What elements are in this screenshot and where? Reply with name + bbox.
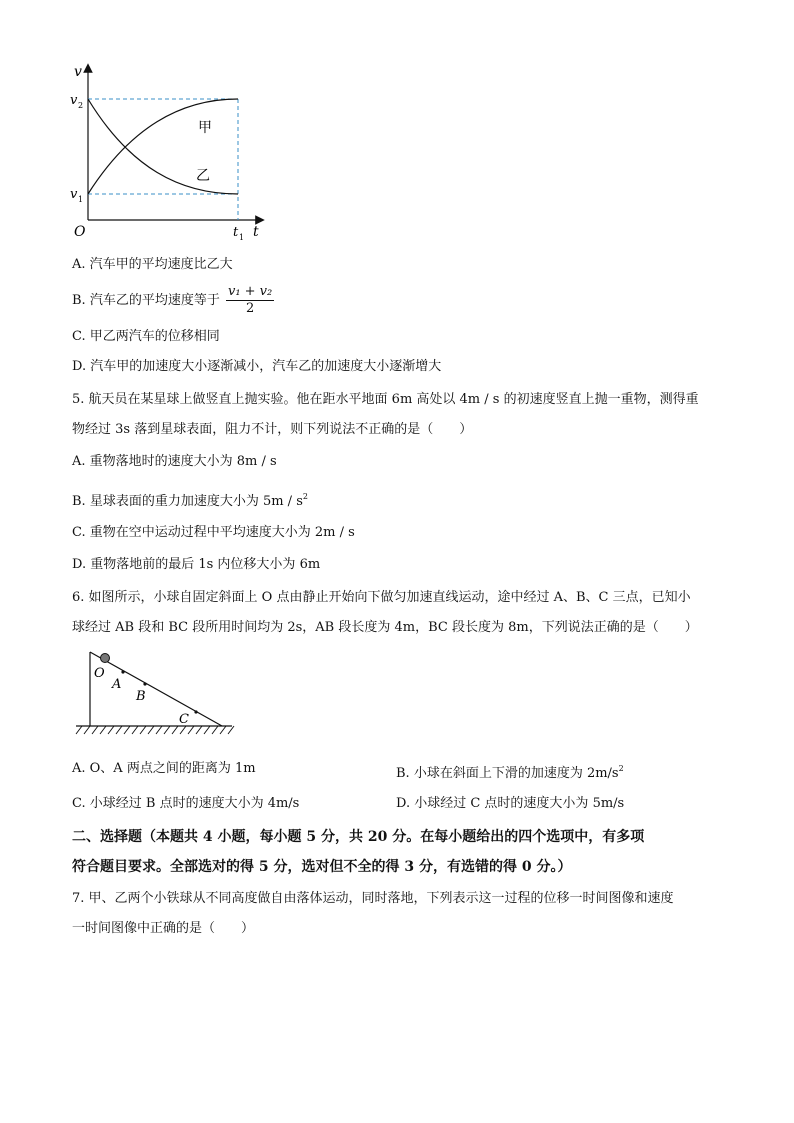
incline-surface [90,652,222,726]
q4-option-a: A. 汽车甲的平均速度比乙大 [72,257,233,272]
v2-sub: 2 [78,101,84,110]
q6-option-a: A. O、A 两点之间的距离为 1m [72,761,256,776]
origin-label: O [74,224,86,240]
q4-option-b [72,284,274,317]
average-velocity-fraction [226,284,274,317]
q5-option-a: A. 重物落地时的速度大小为 8m / s [72,454,277,469]
label-c: C [179,712,189,727]
curve-yi [88,99,238,194]
q5-stem-line2: 物经过 3s 落到星球表面，阻力不计，则下列说法不正确的是（ ） [72,422,473,437]
q6-stem-line2: 球经过 AB 段和 BC 段所用时间均为 2s，AB 段长度为 4m，BC 段长度为 8m，下列说法正确的是（ ） [72,620,698,635]
q4-option-d: D. 汽车甲的加速度大小逐渐减小，汽车乙的加速度大小逐渐增大 [72,359,442,374]
section-heading-line1: 二、选择题（本题共 4 小题，每小题 5 分，共 20 分。在每小题给出的四个选项中，有多项 [72,829,645,845]
incline-diagram [72,648,242,740]
point-c [194,710,197,713]
q4-option-b-text: B. 汽车乙的平均速度等于 [72,293,220,308]
v-axis-label: v [74,64,82,80]
v1-label: v [70,187,78,202]
label-b: B [136,689,146,704]
curve-yi-label: 乙 [196,168,210,184]
q7-stem-line1: 7. 甲、乙两个小铁球从不同高度做自由落体运动，同时落地，下列表示这一过程的位移一时间图像和速度 [72,891,674,906]
ball [101,654,110,663]
q6-option-b [396,760,624,783]
q6-option-b-text: B. 小球在斜面上下滑的加速度为 2m/s [396,766,619,781]
q5-option-d: D. 重物落地前的最后 1s 内位移大小为 6m [72,557,321,572]
q5-option-b-text: B. 星球表面的重力加速度大小为 5m / s [72,494,303,509]
q6-option-d: D. 小球经过 C 点时的速度大小为 5m/s [396,796,625,811]
exponent: 2 [618,764,624,773]
fraction-numerator: v₁ + v₂ [227,284,273,299]
q6-stem-line1: 6. 如图所示，小球自固定斜面上 O 点由静止开始向下做匀加速直线运动，途中经过 A、B、C 三点，已知小 [72,590,691,605]
curve-jia-label: 甲 [198,120,212,136]
label-a: A [112,677,122,692]
point-a [121,670,124,673]
point-b [143,682,146,685]
label-o: O [94,666,105,681]
t-axis-label: t [253,224,259,240]
q4-option-c: C. 甲乙两汽车的位移相同 [72,329,220,344]
q7-stem-line2: 一时间图像中正确的是（ ） [72,921,255,936]
ground-hatch [76,726,234,734]
t1-label: t [233,225,239,240]
curve-jia [88,99,238,194]
q5-stem-line1: 5. 航天员在某星球上做竖直上抛实验。他在距水平地面 6m 高处以 4m / s 的初速度竖直上抛一重物，测得重 [72,392,699,407]
t1-sub: 1 [239,233,245,242]
section-heading-line2: 符合题目要求。全部选对的得 5 分，选对但不全的得 3 分，有选错的得 0 分。） [72,859,572,875]
q6-option-c: C. 小球经过 B 点时的速度大小为 4m/s [72,796,300,811]
exponent: 2 [302,492,308,501]
q5-option-b [72,488,308,511]
q5-option-c: C. 重物在空中运动过程中平均速度大小为 2m / s [72,525,355,540]
v1-sub: 1 [78,195,84,204]
fraction-denominator: 2 [245,301,255,316]
v2-label: v [70,93,78,108]
velocity-time-graph [60,58,270,244]
